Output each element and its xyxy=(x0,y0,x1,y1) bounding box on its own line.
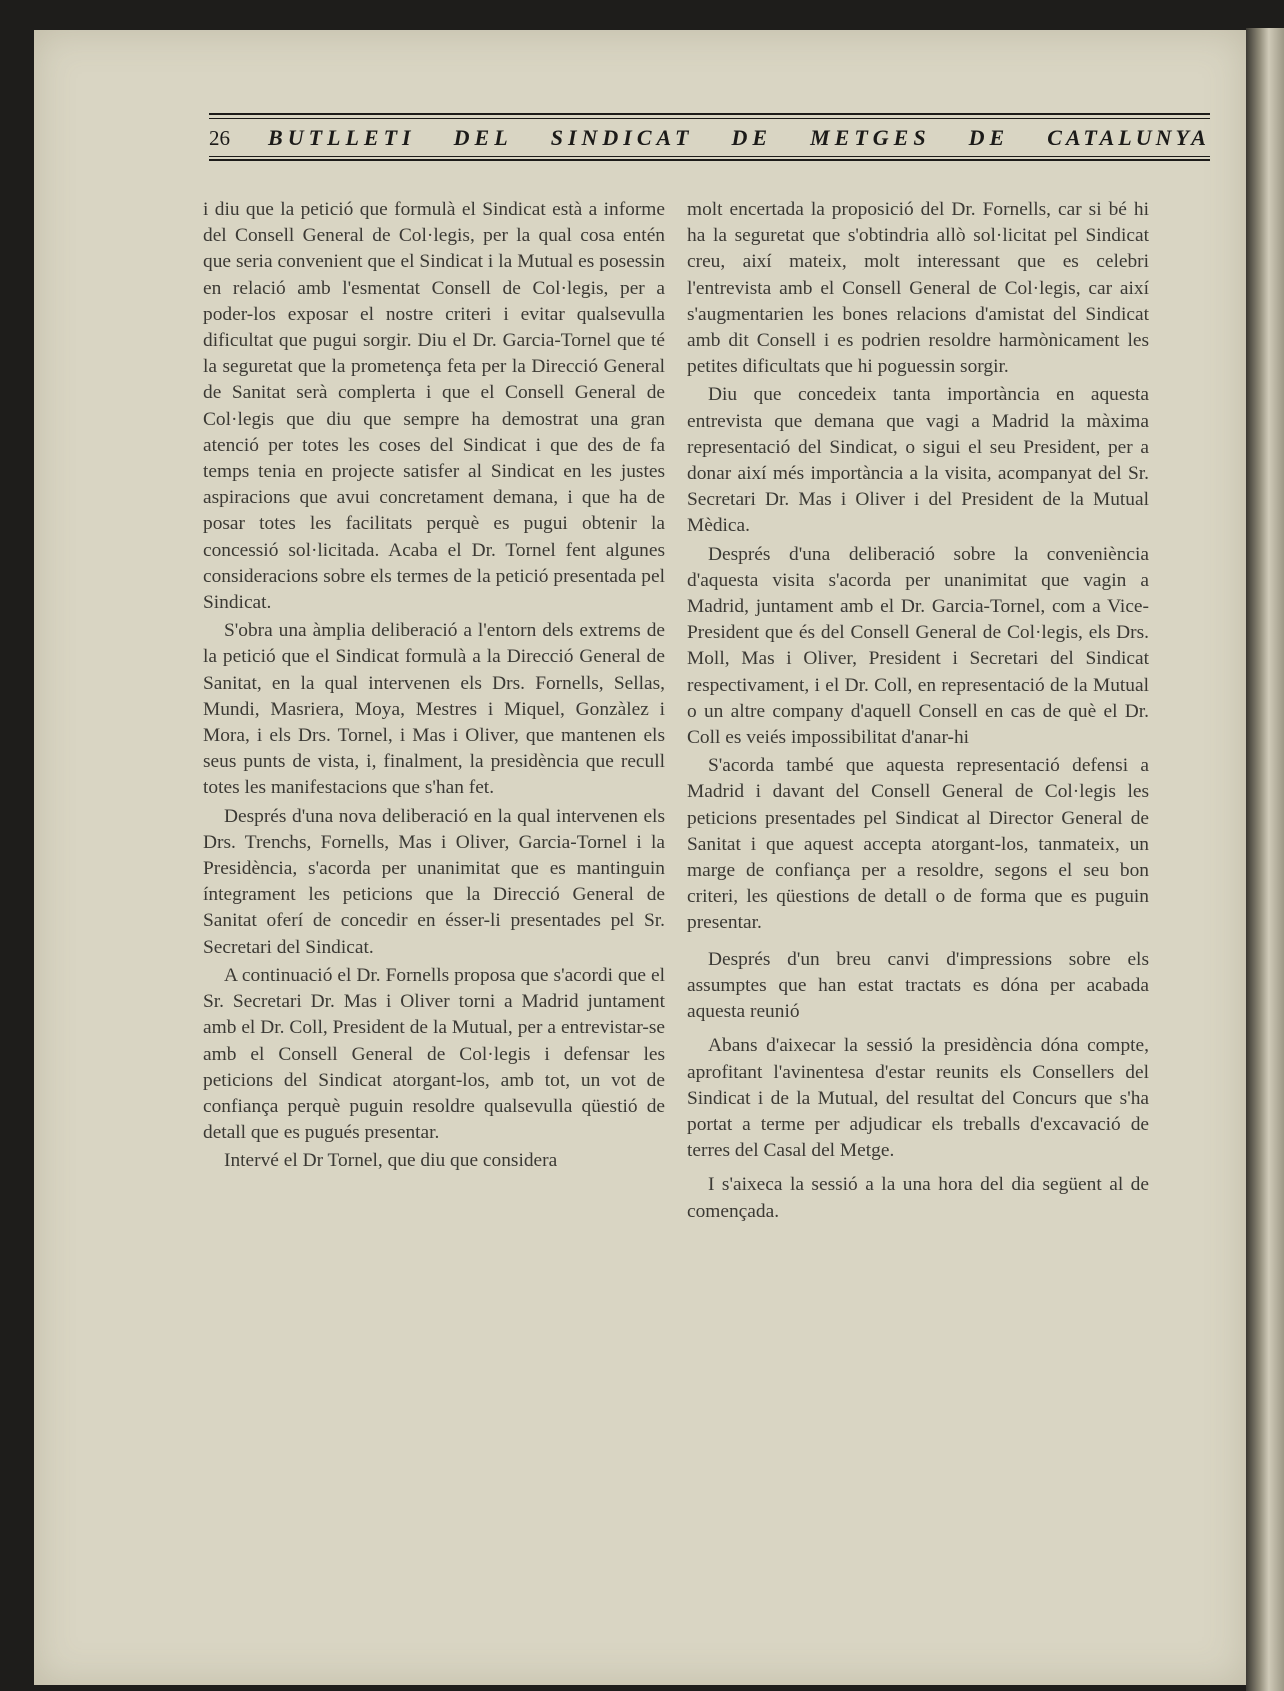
paragraph: Abans d'aixecar la sessió la presidència dóna compte, aprofitant l'avinentesa d'estar reunits els Consellers del Sindicat i de la Mutual, del resultat del Concurs que s'ha portat a terme per adjudicar els treballs d'excavació de terres del Casal del Metge. xyxy=(687,1035,1149,1162)
paragraph: Després d'un breu canvi d'impressions sobre els assumptes que han estat tractats es dóna per acabada aquesta reunió xyxy=(687,948,1149,1023)
header-word: CATALUNYA xyxy=(1047,125,1210,150)
paragraph: Diu que concedeix tanta importància en aquesta entrevista que demana que vagi a Madrid la màxima representació del Sindicat, o sigui el seu President, per a donar així més importància a la visita, acompanyat del Sr. Secretari Dr. Mas i Oliver i del President de la Mutual Mèdica. xyxy=(687,384,1149,537)
header-rule-bottom xyxy=(209,159,1210,161)
header-rule-top-thin xyxy=(209,118,1210,119)
paragraph: molt encertada la proposició del Dr. Fornells, car si bé hi ha la seguretat que s'obtindria allò sol·licitat pel Sindicat creu, així mateix, molt interessant que es celebri l'entrevista amb el Consell General de Col·legis, car així s'augmentarien les bones relacions d'amistat del Sindicat amb dit Consell i es podrien resoldre harmònicament les petites dificultats que hi poguessin sorgir. xyxy=(687,199,1149,378)
page-number: 26 xyxy=(209,125,230,150)
header-word: DE xyxy=(968,125,1010,150)
header-rule-top xyxy=(209,113,1210,115)
left-column xyxy=(203,197,665,1175)
paragraph: I s'aixeca la sessió a la una hora del dia següent al de començada. xyxy=(687,1174,1149,1222)
paragraph: Després d'una deliberació sobre la conveniència d'aquesta visita s'acorda per unanimitat que vagin a Madrid, juntament amb el Dr. Garcia-Tornel, com a Vice-President que és del Consell General de Col·legis, els Drs. Moll, Mas i Oliver, President i Secretari del Sindicat respectivament, i el Dr. Coll, en representació de la Mutual o un altre company d'aquell Consell en cas de què el Dr. Coll es veiés impossibilitat d'anar-hi xyxy=(687,543,1149,749)
header-word: BUTLLETI xyxy=(268,125,416,150)
header-word: METGES xyxy=(810,125,931,150)
running-header xyxy=(173,79,1210,175)
header-rule-bottom-thin xyxy=(209,156,1210,157)
paragraph: i diu que la petició que formulà el Sindicat està a informe del Consell General de Col·legis, per la qual cosa entén que seria convenient que el Sindicat i la Mutual es posessin en relació amb l'esmentat Consell de Col·legis, per a poder-los exposar el nostre criteri i evitar qualsevulla dificultat que pugui sorgir. Diu el Dr. Garcia-Tornel que té la seguretat que la prometença feta per la Direcció General de Sanitat serà complerta i que el Consell General de Col·legis que diu que sempre ha demostrat una gran atenció per totes les coses del Sindicat i que des de fa temps tenia en projecte satisfer al Sindicat en les justes aspiracions que avui concretament demana, i que ha de posar totes les facilitats perquè es pugui obtenir la concessió sol·licitada. Acaba el Dr. Tornel fent algunes consideracions sobre els termes de la petició presentada pel Sindicat. xyxy=(203,199,665,614)
paragraph: Intervé el Dr Tornel, que diu que considera xyxy=(224,1150,558,1172)
header-word: SINDICAT xyxy=(550,125,694,150)
header-word: DE xyxy=(731,125,773,150)
right-column xyxy=(687,197,1149,1225)
header-line xyxy=(209,123,1210,153)
header-word: DEL xyxy=(453,125,513,150)
page-edge xyxy=(1246,28,1284,1691)
paragraph: A continuació el Dr. Fornells proposa que s'acordi que el Sr. Secretari Dr. Mas i Oliver torni a Madrid juntament amb el Dr. Coll, President de la Mutual, per a entrevistar-se amb el Consell General de Col·legis i defensar les peticions del Sindicat atorgant-los, amb tot, un vot de confiança perquè puguin resoldre qualsevulla qüestió de detall que es pugués presentar. xyxy=(203,964,665,1144)
paragraph: S'acorda també que aquesta representació defensi a Madrid i davant del Consell General de Col·legis les peticions presentades pel Sindicat al Director General de Sanitat i que aquest accepta atorgant-los, tanmateix, un marge de confiança per a resoldre, segons el seu bon criteri, les qüestions de detall o de forma que es puguin presentar. xyxy=(687,755,1149,934)
paragraph: S'obra una àmplia deliberació a l'entorn dels extrems de la petició que el Sindicat formulà a la Direcció General de Sanitat, en la qual intervenen els Drs. Fornells, Sellas, Mundi, Masriera, Moya, Mestres i Miquel, Gonzàlez i Mora, i els Drs. Tornel, i Mas i Oliver, que mantenen els seus punts de vista, i, finalment, la presidència que recull totes les manifestacions que s'han fet. xyxy=(203,620,665,799)
paragraph: Després d'una nova deliberació en la qual intervenen els Drs. Trenchs, Fornells, Mas i Oliver, Garcia-Tornel i la Presidència, s'acorda per unanimitat que es mantinguin íntegrament les peticions que la Direcció General de Sanitat oferí de concedir en ésser-li presentades pel Sr. Secretari del Sindicat. xyxy=(203,805,665,958)
